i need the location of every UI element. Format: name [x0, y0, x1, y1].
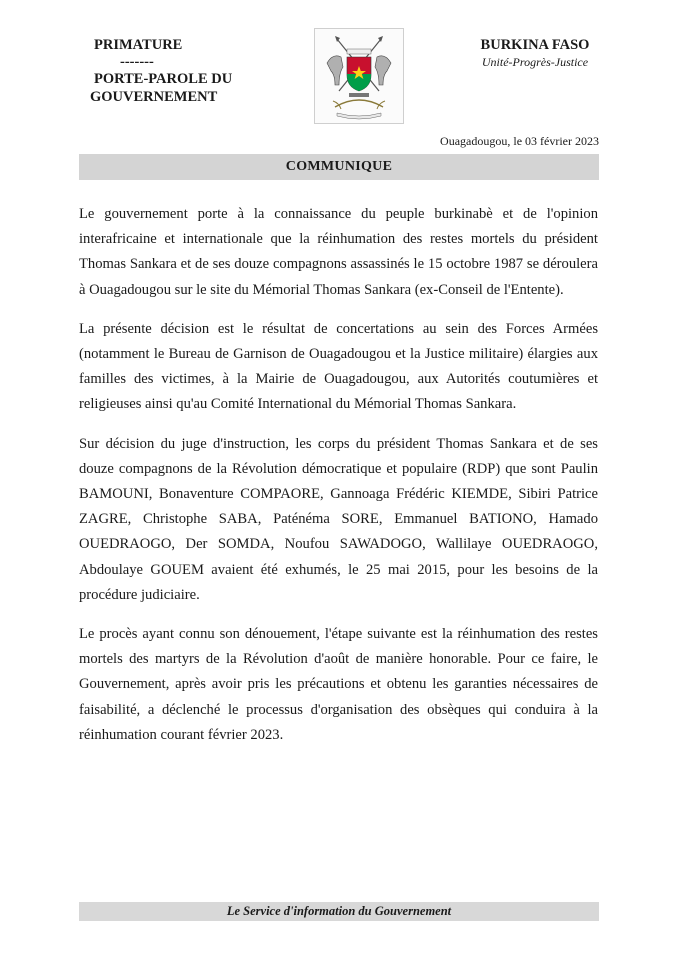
issuer-primature: PRIMATURE — [94, 37, 183, 53]
paragraph-exhumation: Sur décision du juge d'instruction, les corps du président Thomas Sankara et de ses douze compagnons de la Révolution démocratique et populaire (RDP) que sont Paulin BAMOUNI, Bonaventure COMPAORE, Gannoaga Frédéric KIEMDE, Sibiri Patrice ZAGRE, Christophe SABA, Paténéma SORE, Emmanuel BATIONO, Hamado OUEDRAOGO, Der SOMDA, Noufou SAWADOGO, Wallilaye OUEDRAOGO, Abdoulaye GOUEM avaient été exhumés, le 25 mai 2015, pour les besoins de la procédure judiciaire. — [79, 435, 598, 603]
paragraph-reburial-announcement: Le gouvernement porte à la connaissance du peuple burkinabè et de l'opinion interafricaine et internationale que la réinhumation des restes mortels du président Thomas Sankara et de ses douze compagnons assassinés le 15 octobre 1987 se déroulera à Ouagadougou sur le site du Mémorial Thomas Sankara (ex-Conseil de l'Entente). — [79, 206, 598, 298]
document-title: COMMUNIQUE — [285, 159, 393, 174]
issuer-gouvernement: GOUVERNEMENT — [90, 89, 218, 105]
place-and-date: Ouagadougou, le 03 février 2023 — [440, 134, 599, 148]
communique-body — [79, 202, 598, 762]
country-name: BURKINA FASO — [480, 37, 590, 53]
coat-of-arms-frame — [314, 28, 404, 124]
paragraph-next-steps: Le procès ayant connu son dénouement, l'étape suivante est la réinhumation des restes mortels des martyrs de la Révolution d'août de manière honorable. Pour ce faire, le Gouvernement, après avoir pris les précautions et obtenu les garanties nécessaires de faisabilité, a déclenché le processus d'organisation des obsèques qui conduira à la réinhumation courant février 2023. — [79, 626, 598, 743]
document-title-banner — [79, 154, 599, 180]
coat-of-arms-icon — [315, 29, 403, 123]
issuer-porte-parole: PORTE-PAROLE DU — [94, 71, 233, 87]
country-block — [440, 36, 630, 70]
issuer-block — [70, 36, 270, 106]
footer-signature-bar — [79, 902, 599, 921]
paragraph-consultations: La présente décision est le résultat de concertations au sein des Forces Armées (notamment le Bureau de Garnison de Ouagadougou et la Justice militaire) élargies aux familles des victimes, à la Mairie de Ouagadougou, aux Autorités coutumières et religieuses ainsi qu'au Comité International du Mémorial Thomas Sankara. — [79, 320, 598, 413]
national-motto: Unité-Progrès-Justice — [481, 55, 589, 69]
issuer-separator: ------- — [120, 54, 154, 70]
footer-signature: Le Service d'information du Gouvernement — [226, 904, 452, 918]
